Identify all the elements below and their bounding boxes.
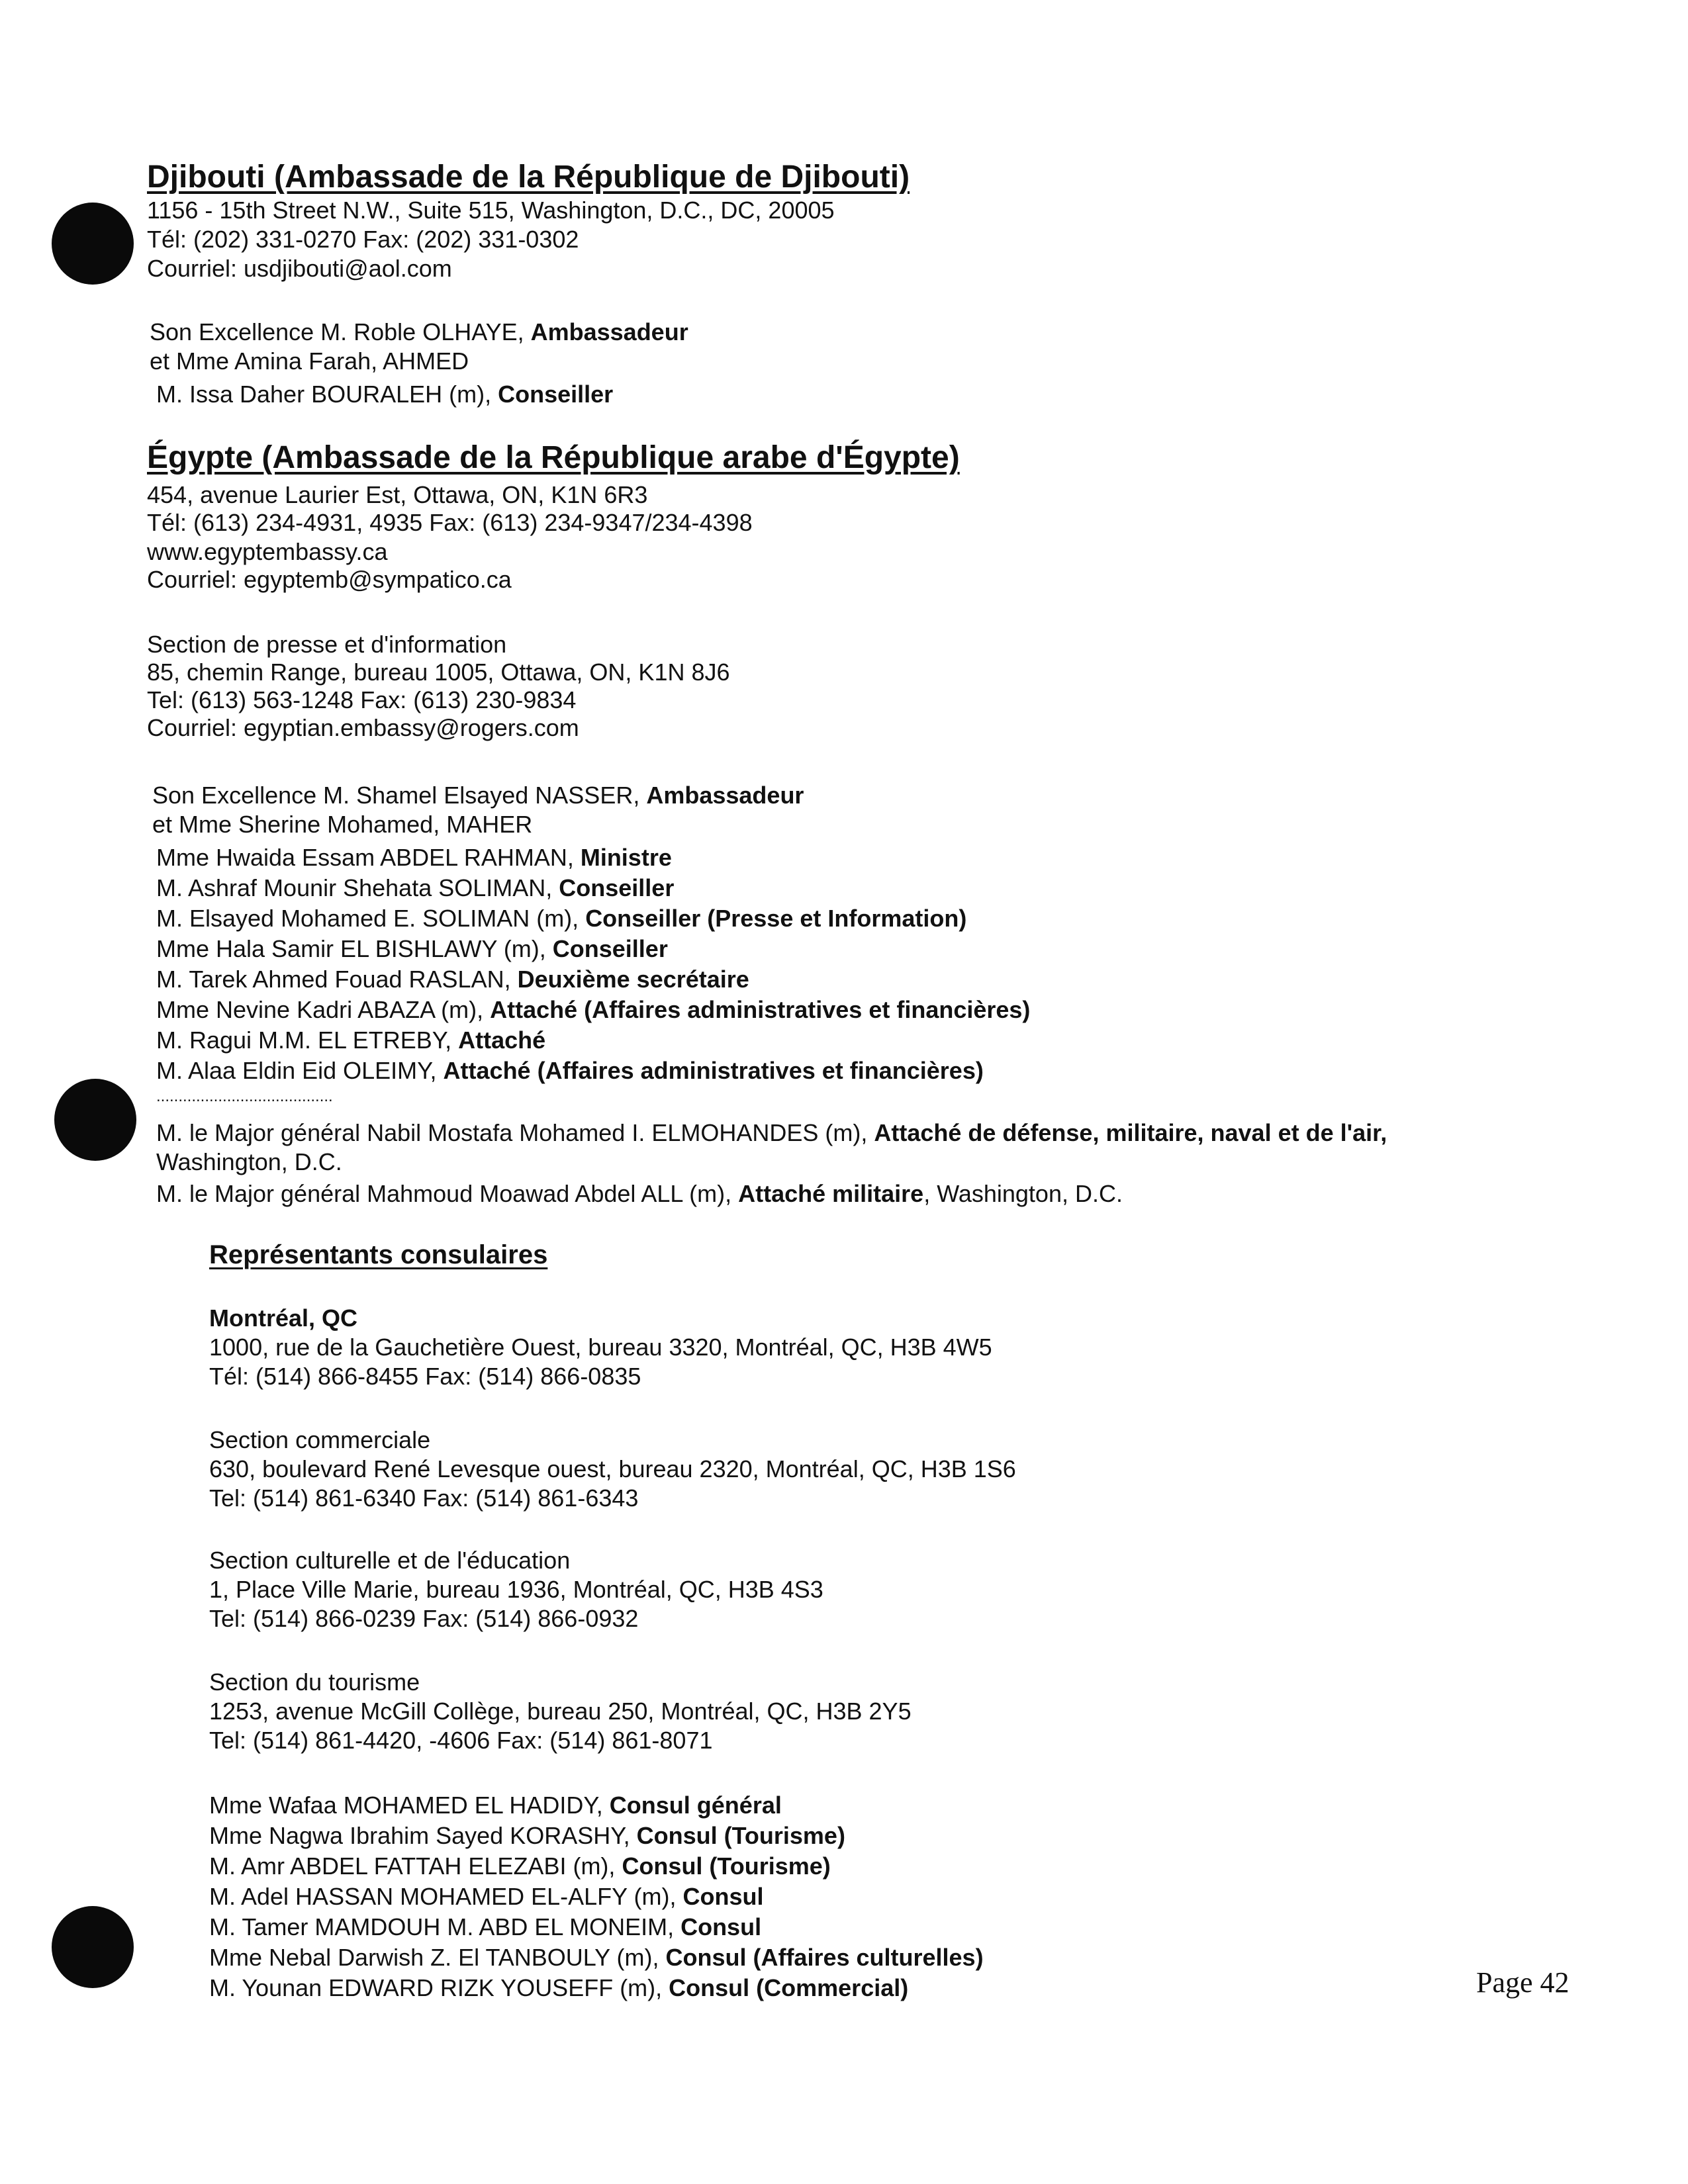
staff-title: Consul (Commercial) (669, 1974, 909, 2001)
djibouti-heading: Djibouti (Ambassade de la République de Djibouti) (147, 159, 910, 195)
staff-name: M. Alaa Eldin Eid OLEIMY, (156, 1057, 444, 1084)
staff-title: Consul (Tourisme) (636, 1822, 845, 1849)
egypte-staff-row (156, 995, 1030, 1024)
section-title: Section commerciale (209, 1426, 431, 1453)
staff-title: Attaché (458, 1026, 546, 1054)
staff-title: Conseiller (498, 381, 614, 408)
consular-staff-row (209, 1943, 984, 1972)
staff-title: Consul (Tourisme) (622, 1852, 831, 1880)
staff-suffix: , Washington, D.C. (923, 1180, 1123, 1207)
press-section-email: Courriel: egyptian.embassy@rogers.com (147, 714, 579, 741)
djibouti-phone: Tél: (202) 331-0270 Fax: (202) 331-0302 (147, 226, 579, 253)
consular-staff-row (209, 1913, 761, 1942)
press-section-address: 85, chemin Range, bureau 1005, Ottawa, ON, K1N 8J6 (147, 659, 730, 686)
egypte-website: www.egyptembassy.ca (147, 538, 388, 565)
staff-name: M. Tamer MAMDOUH M. ABD EL MONEIM, (209, 1913, 681, 1940)
staff-title: Conseiller (Presse et Information) (585, 905, 967, 932)
egypte-heading: Égypte (Ambassade de la République arabe d'Égypte) (147, 440, 960, 475)
staff-name: Mme Hwaida Essam ABDEL RAHMAN, (156, 844, 581, 871)
staff-name: Mme Nebal Darwish Z. El TANBOULY (m), (209, 1944, 666, 1971)
section-phone: Tel: (514) 861-4420, -4606 Fax: (514) 861-8071 (209, 1727, 713, 1754)
section-address: 1253, avenue McGill Collège, bureau 250, Montréal, QC, H3B 2Y5 (209, 1698, 912, 1725)
staff-name: M. Ashraf Mounir Shehata SOLIMAN, (156, 874, 559, 901)
egypte-staff-row (156, 843, 672, 872)
staff-title: Consul général (609, 1792, 782, 1819)
staff-name: Washington, D.C. (156, 1148, 342, 1175)
egypte-staff-row (156, 904, 966, 933)
page-number: Page 42 (1476, 1966, 1570, 1999)
consular-city: Montréal, QC (209, 1304, 358, 1332)
section-title: Section du tourisme (209, 1668, 420, 1696)
section-title: Section culturelle et de l'éducation (209, 1547, 571, 1574)
separator-dots: ........................................ (156, 1087, 333, 1105)
consular-address: 1000, rue de la Gauchetière Ouest, bureau 3320, Montréal, QC, H3B 4W5 (209, 1334, 992, 1361)
staff-name: M. le Major général Nabil Mostafa Mohamed I. ELMOHANDES (m), (156, 1119, 874, 1146)
consular-phone: Tél: (514) 866-8455 Fax: (514) 866-0835 (209, 1363, 641, 1390)
staff-title: Ministre (580, 844, 672, 871)
staff-name: M. Amr ABDEL FATTAH ELEZABI (m), (209, 1852, 622, 1880)
staff-title: Attaché militaire (738, 1180, 924, 1207)
egypte-staff-row (156, 965, 749, 994)
consular-staff-row (209, 1791, 782, 1820)
consular-staff-row (209, 1821, 845, 1850)
staff-name: M. Tarek Ahmed Fouad RASLAN, (156, 966, 518, 993)
staff-title: Attaché de défense, militaire, naval et de l'air, (874, 1119, 1387, 1146)
staff-title: Attaché (Affaires administratives et financières) (490, 996, 1031, 1023)
egypte-phone: Tél: (613) 234-4931, 4935 Fax: (613) 234-9347/234-4398 (147, 509, 753, 536)
staff-name: M. Issa Daher BOURALEH (m), (156, 381, 498, 408)
egypte-email: Courriel: egyptemb@sympatico.ca (147, 566, 512, 593)
section-address: 1, Place Ville Marie, bureau 1936, Montréal, QC, H3B 4S3 (209, 1576, 823, 1603)
egypte-staff-row (156, 874, 674, 903)
punch-hole (52, 1906, 134, 1988)
consular-heading: Représentants consulaires (209, 1240, 548, 1269)
press-section-phone: Tel: (613) 563-1248 Fax: (613) 230-9834 (147, 686, 577, 713)
punch-hole (54, 1079, 136, 1161)
press-section-title: Section de presse et d'information (147, 631, 507, 658)
staff-name: Mme Nevine Kadri ABAZA (m), (156, 996, 491, 1023)
staff-name: Mme Hala Samir EL BISHLAWY (m), (156, 935, 553, 962)
consular-staff-row (209, 1852, 831, 1881)
staff-title: Ambassadeur (530, 318, 688, 345)
staff-name: M. Adel HASSAN MOHAMED EL-ALFY (m), (209, 1883, 683, 1910)
djibouti-staff-row (156, 380, 613, 409)
section-phone: Tel: (514) 861-6340 Fax: (514) 861-6343 (209, 1484, 639, 1512)
staff-title: Consul (682, 1883, 764, 1910)
staff-name: et Mme Amina Farah, AHMED (150, 347, 469, 375)
egypte-staff-row (152, 810, 532, 839)
djibouti-staff-row (150, 347, 469, 376)
defense-staff-row (156, 1179, 1123, 1208)
section-address: 630, boulevard René Levesque ouest, bureau 2320, Montréal, QC, H3B 1S6 (209, 1455, 1016, 1482)
staff-title: Consul (Affaires culturelles) (665, 1944, 984, 1971)
staff-name: M. Elsayed Mohamed E. SOLIMAN (m), (156, 905, 586, 932)
defense-staff-row (156, 1118, 1387, 1148)
staff-name: M. le Major général Mahmoud Moawad Abdel ALL (m), (156, 1180, 739, 1207)
consular-staff-row (209, 1974, 908, 2003)
egypte-staff-row (156, 934, 668, 964)
staff-name: et Mme Sherine Mohamed, MAHER (152, 811, 533, 838)
consular-staff-row (209, 1882, 763, 1911)
staff-title: Consul (680, 1913, 762, 1940)
punch-hole (52, 203, 134, 285)
staff-name: Son Excellence M. Roble OLHAYE, (150, 318, 531, 345)
staff-title: Deuxième secrétaire (517, 966, 749, 993)
section-phone: Tel: (514) 866-0239 Fax: (514) 866-0932 (209, 1605, 639, 1632)
staff-title: Ambassadeur (646, 782, 804, 809)
staff-name: Mme Nagwa Ibrahim Sayed KORASHY, (209, 1822, 637, 1849)
staff-name: Son Excellence M. Shamel Elsayed NASSER, (152, 782, 647, 809)
egypte-address: 454, avenue Laurier Est, Ottawa, ON, K1N 6R3 (147, 481, 648, 508)
defense-staff-row (156, 1148, 342, 1177)
staff-name: M. Ragui M.M. EL ETREBY, (156, 1026, 459, 1054)
staff-title: Conseiller (559, 874, 675, 901)
djibouti-email: Courriel: usdjibouti@aol.com (147, 255, 452, 282)
djibouti-staff-row (150, 318, 688, 347)
staff-name: Mme Wafaa MOHAMED EL HADIDY, (209, 1792, 610, 1819)
staff-name: M. Younan EDWARD RIZK YOUSEFF (m), (209, 1974, 669, 2001)
egypte-staff-row (156, 1026, 545, 1055)
staff-title: Attaché (Affaires administratives et financières) (443, 1057, 984, 1084)
egypte-staff-row (152, 781, 804, 810)
djibouti-address: 1156 - 15th Street N.W., Suite 515, Washington, D.C., DC, 20005 (147, 197, 835, 224)
egypte-staff-row (156, 1056, 984, 1085)
staff-title: Conseiller (552, 935, 668, 962)
